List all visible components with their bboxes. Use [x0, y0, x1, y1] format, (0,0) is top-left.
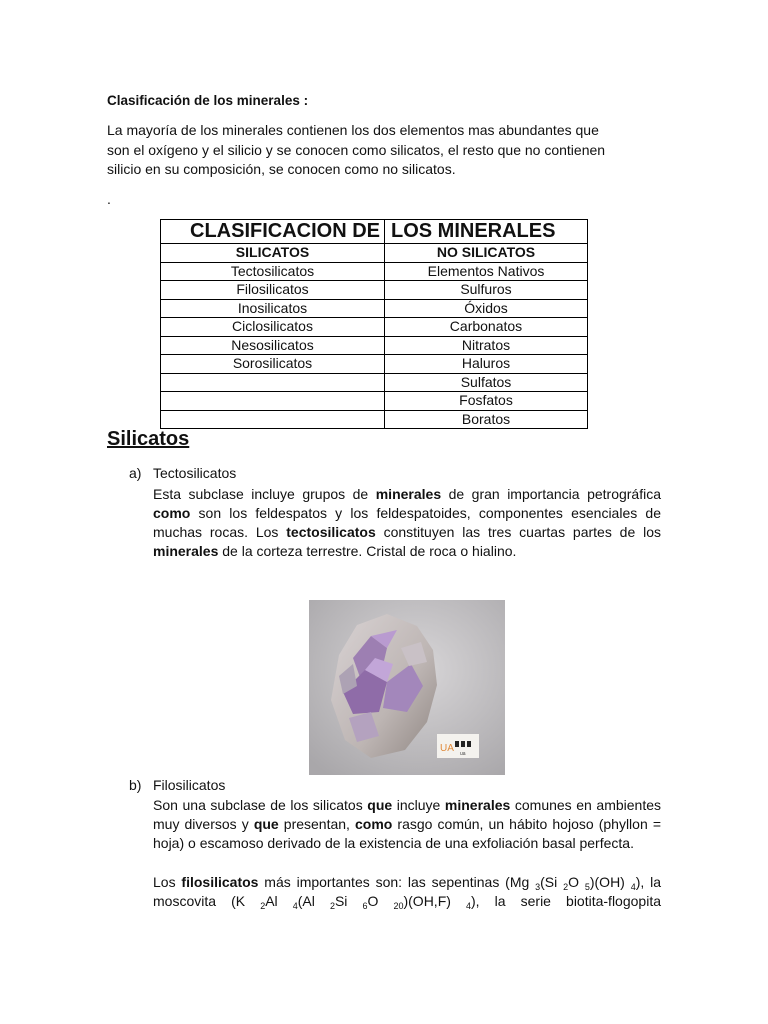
bold-text: minerales — [444, 797, 511, 813]
table-header-row — [161, 244, 588, 263]
item-title-tectosilicatos: Tectosilicatos — [153, 465, 237, 481]
text-run: )(OH,F) — [403, 893, 466, 909]
table-cell: Sulfuros — [385, 281, 588, 300]
text-run: Son una subclase de los silicatos — [153, 797, 368, 813]
bold-text: que — [367, 797, 393, 813]
subscript: 6 — [362, 901, 368, 911]
amethyst-photo — [309, 600, 505, 775]
text-run: de la corteza terrestre. Cristal de roca o hialino. — [218, 543, 517, 559]
text-run: constituyen las tres cuartas partes de los — [375, 524, 661, 540]
text-run: presentan, — [278, 816, 356, 832]
table-row — [161, 262, 588, 281]
intro-line: silicio en su composición, se conocen como no silicatos. — [107, 161, 456, 177]
bold-text: minerales — [375, 486, 442, 502]
text-run: más importantes son: las sepentinas (Mg — [258, 874, 536, 890]
bold-text: tectosilicatos — [286, 524, 376, 540]
text-run: son los feldespatos y los feldespatoides, componentes esenciales de muchas rocas. Los — [153, 505, 661, 540]
table-cell: Fosfatos — [385, 392, 588, 411]
intro-line: son el oxígeno y el silicio y se conocen como silicatos, el resto que no contienen — [107, 141, 606, 158]
subscript: 2 — [329, 901, 335, 911]
item-title-filosilicatos: Filosilicatos — [153, 777, 226, 793]
list-marker-b: b) — [129, 777, 142, 793]
table-row — [161, 336, 588, 355]
intro-paragraph — [107, 121, 667, 180]
list-marker-a: a) — [129, 465, 142, 481]
table-row — [161, 299, 588, 318]
text-run: )(OH) — [589, 874, 631, 890]
logo-small-label: ua — [460, 751, 466, 757]
table-row — [161, 373, 588, 392]
subscript: 4 — [292, 901, 298, 911]
text-run: rasgo común, un hábito hojoso (phyllon = hoja) o escamoso derivado de la existencia de una exfoliación basal perfecta. — [153, 816, 661, 851]
tectosilicatos-paragraph — [153, 485, 661, 561]
table-row — [161, 355, 588, 374]
stray-dot: . — [107, 191, 111, 207]
table-title-row — [161, 220, 588, 244]
table-row — [161, 392, 588, 411]
filosilicatos-formula-paragraph — [153, 873, 661, 911]
table-title-left: CLASIFICACION DE — [161, 220, 385, 244]
subscript: 3 — [535, 882, 541, 892]
table-cell: Haluros — [385, 355, 588, 374]
text-run: (Al — [297, 893, 330, 909]
table-cell: Nitratos — [385, 336, 588, 355]
logo-label: UA — [440, 743, 454, 754]
bold-text: minerales — [153, 543, 219, 559]
subscript: 2 — [260, 901, 266, 911]
table-cell: Tectosilicatos — [161, 262, 385, 281]
subscript: 4 — [466, 901, 472, 911]
bold-text: filosilicatos — [181, 874, 259, 890]
classification-table — [160, 219, 588, 429]
table-row — [161, 410, 588, 429]
text-run: Si — [334, 893, 363, 909]
text-run: O — [367, 893, 394, 909]
table-row — [161, 318, 588, 337]
table-cell: Sorosilicatos — [161, 355, 385, 374]
table-cell: Nesosilicatos — [161, 336, 385, 355]
text-run: Esta subclase incluye grupos de — [153, 486, 376, 502]
subscript: 2 — [563, 882, 569, 892]
table-cell — [161, 410, 385, 429]
document-heading: Clasificación de los minerales : — [107, 93, 309, 108]
table-cell: Óxidos — [385, 299, 588, 318]
text-run: de gran importancia petrográfica — [441, 486, 661, 502]
text-run: comunes en ambientes muy diversos y — [153, 797, 662, 832]
table-title-right: LOS MINERALES — [385, 220, 588, 244]
table-cell — [161, 373, 385, 392]
table-cell: Carbonatos — [385, 318, 588, 337]
filosilicatos-paragraph — [153, 796, 661, 853]
subscript: 4 — [630, 882, 636, 892]
text-run: ), la serie biotita-flogopita — [471, 893, 661, 909]
section-title-silicatos: Silicatos — [107, 428, 190, 450]
column-header-no-silicatos: NO SILICATOS — [385, 244, 588, 263]
subscript: 5 — [584, 882, 590, 892]
text-run: O — [568, 874, 585, 890]
text-run: ), la moscovita (K — [153, 874, 661, 909]
amethyst-crystal-image — [309, 600, 505, 775]
table-cell: Sulfatos — [385, 373, 588, 392]
bold-text: que — [253, 816, 279, 832]
column-header-silicatos: SILICATOS — [161, 244, 385, 263]
text-run: (Si — [540, 874, 564, 890]
intro-line: La mayoría de los minerales contienen los dos elementos mas abundantes que — [107, 122, 599, 138]
table-cell: Inosilicatos — [161, 299, 385, 318]
table-cell — [161, 392, 385, 411]
bold-text: como — [355, 816, 393, 832]
table-row — [161, 281, 588, 300]
text-run: incluye — [392, 797, 445, 813]
table-cell: Elementos Nativos — [385, 262, 588, 281]
bold-text: como — [153, 505, 191, 521]
table-cell: Ciclosilicatos — [161, 318, 385, 337]
text-run: Los — [153, 874, 182, 890]
table-cell: Boratos — [385, 410, 588, 429]
table-cell: Filosilicatos — [161, 281, 385, 300]
text-run: Al — [265, 893, 293, 909]
subscript: 20 — [393, 901, 404, 911]
